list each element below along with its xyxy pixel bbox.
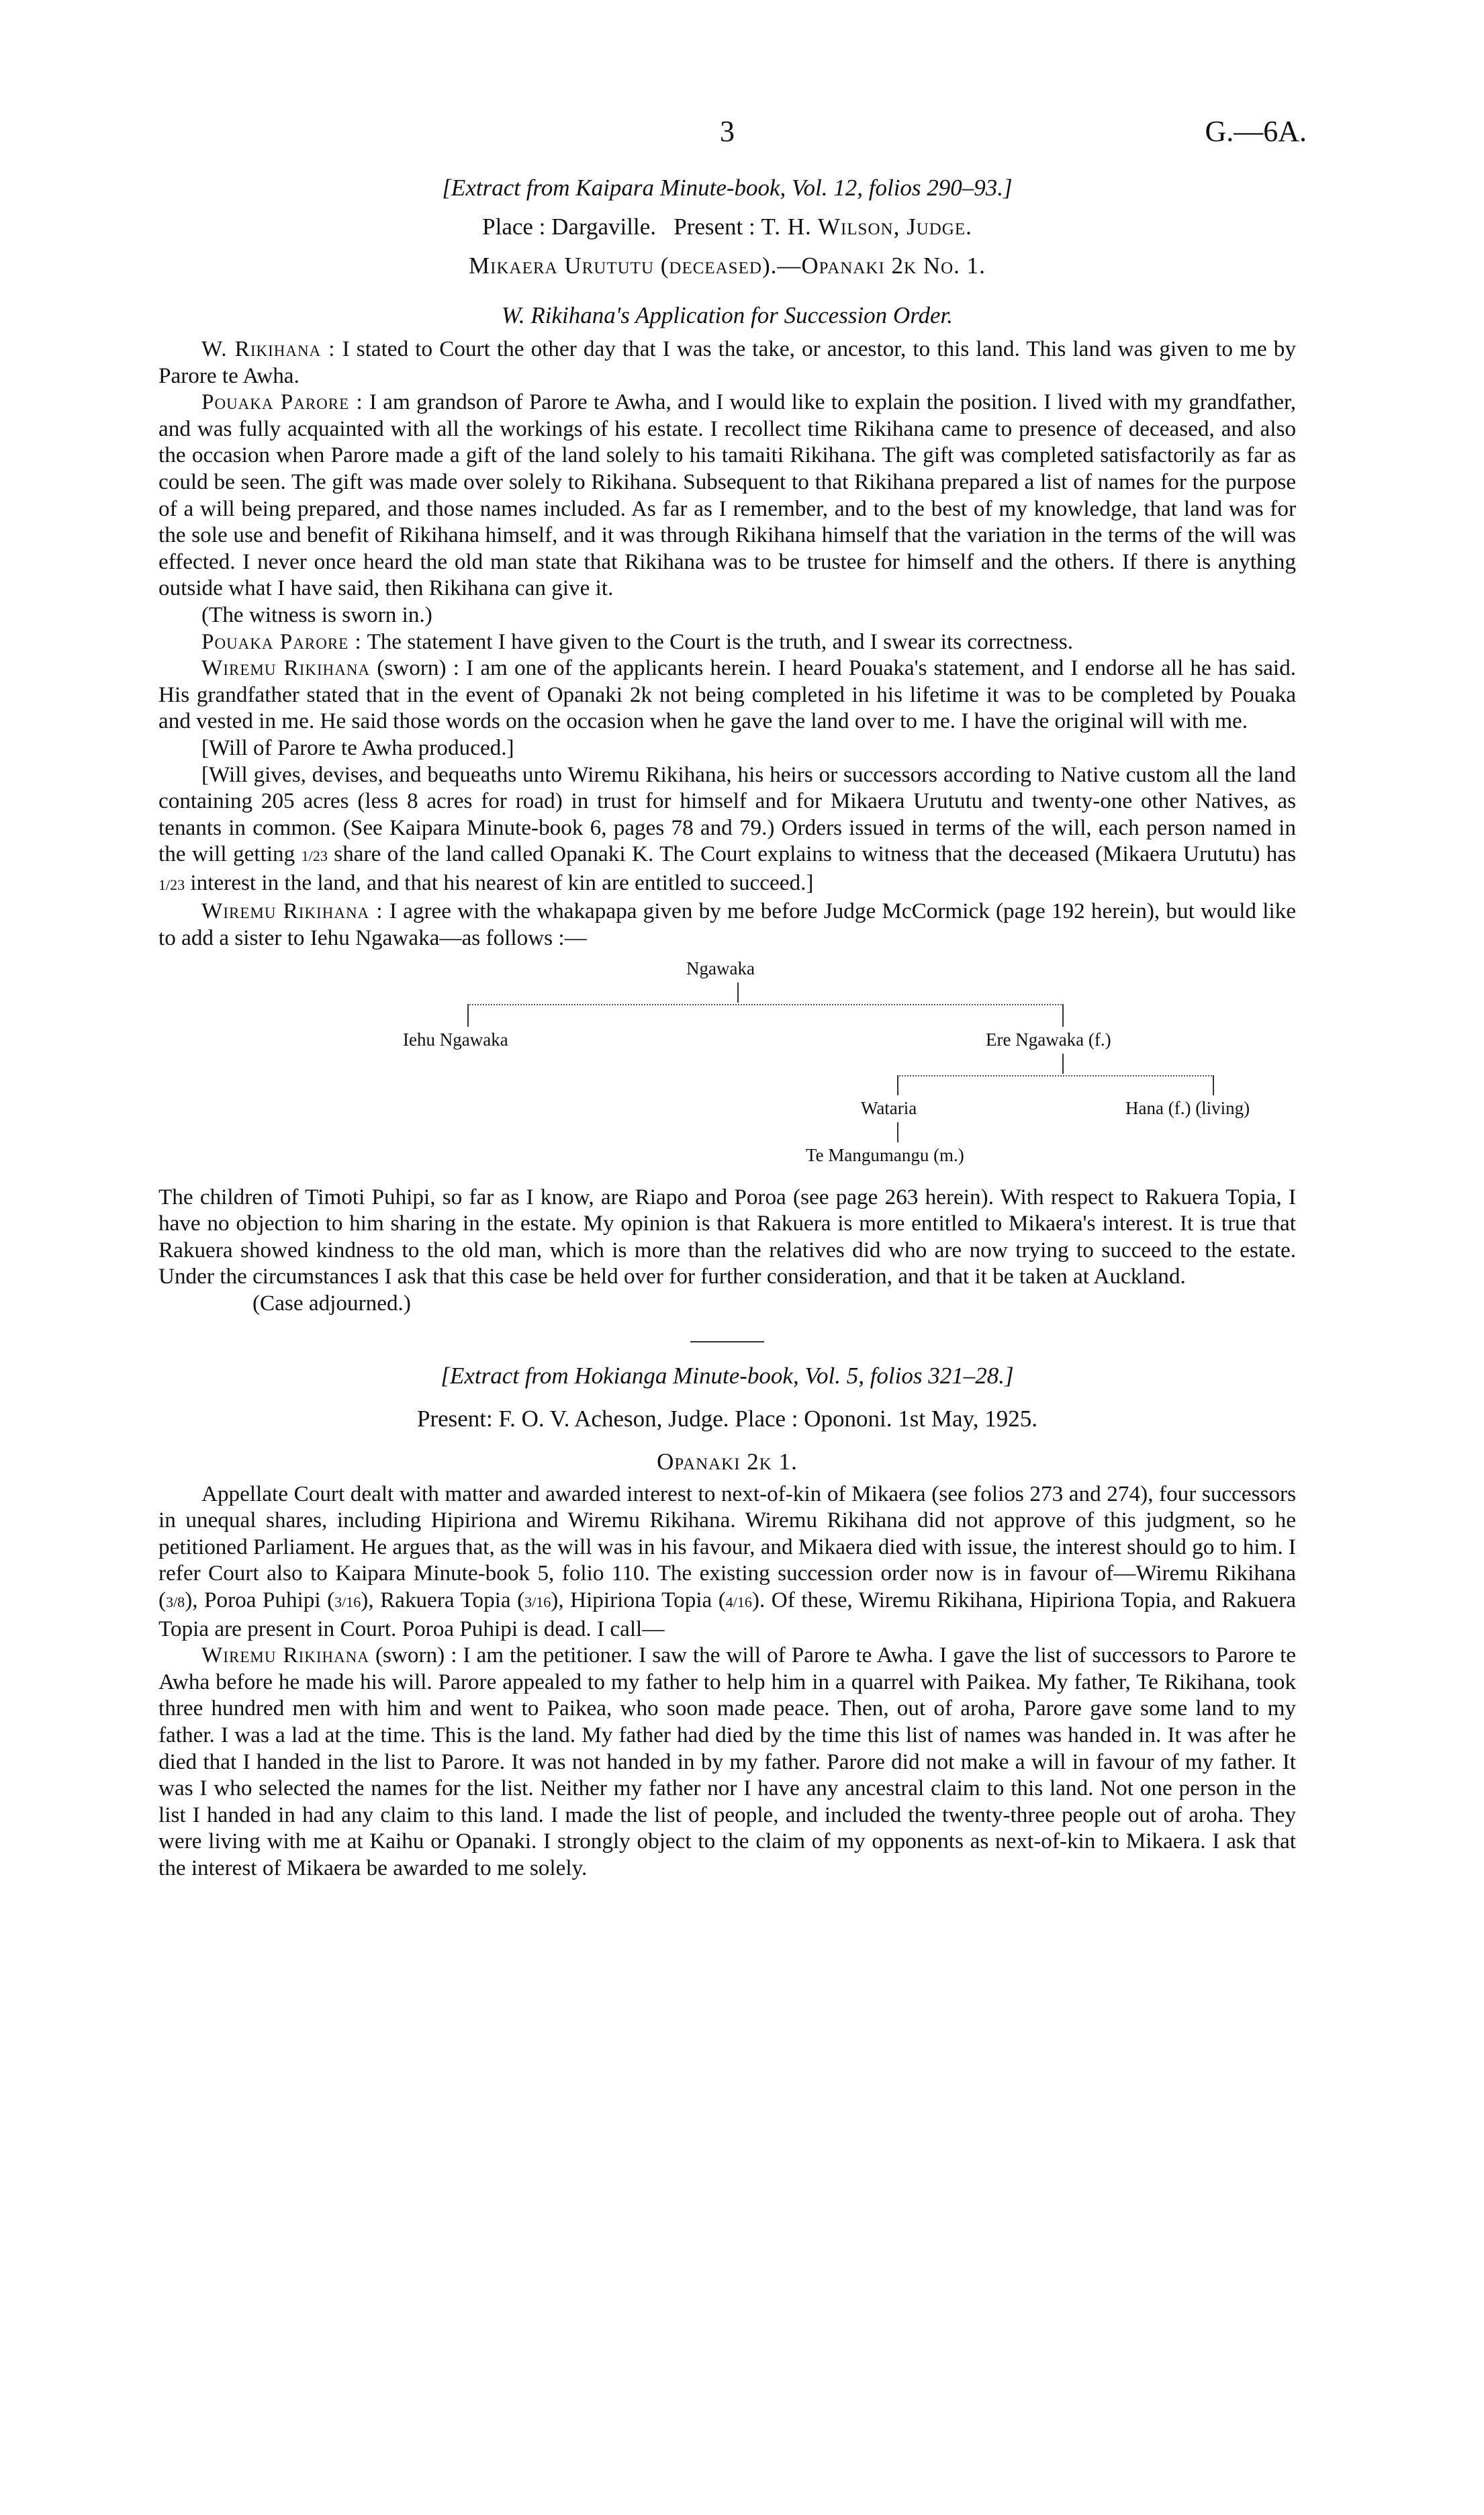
place-label: Place : — [482, 214, 546, 240]
paragraph-text: ), Poroa Puhipi ( — [185, 1588, 335, 1612]
document-reference: G.—6A. — [1205, 115, 1307, 148]
fraction: 3/16 — [524, 1594, 551, 1610]
tree-node-wataria: Wataria — [861, 1097, 917, 1118]
paragraph-text: I stated to Court the other day that I was the take, or ancestor, to this land. This land was given to me by Parore te Awha. — [158, 336, 1296, 388]
paragraph-text: I agree with the whakapapa given by me before Judge McCormick (page 192 herein), but would like to add a sister to Iehu Ngawaka—as follows :— — [158, 899, 1297, 951]
paragraph-pouaka-statement — [158, 389, 1296, 602]
tree-connector — [1213, 1075, 1214, 1095]
fraction: 1/23 — [301, 848, 328, 865]
paragraph-text: ), Rakuera Topia ( — [361, 1588, 525, 1612]
tree-connector — [897, 1122, 898, 1142]
place-value: Dargaville. — [551, 214, 656, 240]
paragraph-wiremu-sworn — [158, 655, 1296, 735]
paragraph-text: (sworn) : I am one of the applicants herein. I heard Pouaka's statement, and I endorse all he has said. His grandfather stated that in the event of Opanaki 2k not being completed in his lifetime it was to be completed by Pouaka and vested in me. He said those words on the occasion when he gave the land over to me. I have the original will with me. — [158, 655, 1297, 734]
paragraph-text: share of the land called Opanaki K. The Court explains to witness that the deceased (Mikaera Urututu) has — [334, 841, 1296, 867]
paragraph-whakapapa-intro — [158, 898, 1296, 951]
paragraph-witness-sworn: (The witness is sworn in.) — [201, 602, 432, 627]
speaker-name: Pouaka Parore : — [201, 629, 362, 654]
paragraph-pouaka-oath — [158, 629, 1296, 655]
paragraph-timoti-children: The children of Timoti Puhipi, so far as I know, are Riapo and Poroa (see page 263 herein). With respect to Rakuera Topia, I have no objection to him sharing in the estate. My opinion is that Rakuera is more entitled to Mikaera's interest. It is true that Rakuera showed kindness to the old man, which is more than the relatives did who are now trying to succeed to the estate. Under the circumstances I ask that this case be held over for further consideration, and that it be taken at Auckland. — [158, 1184, 1296, 1289]
fraction: 4/16 — [725, 1594, 752, 1610]
speaker-name: Wiremu Rikihana : — [201, 899, 383, 924]
page — [158, 114, 1307, 1882]
paragraph-text: The statement I have given to the Court is the truth, and I swear its correctness. — [367, 629, 1073, 654]
present-value: T. H. Wilson, Judge. — [761, 214, 972, 240]
case-title-1: Mikaera Urututu (deceased).—Opanaki 2k No. 1. — [469, 253, 986, 279]
tree-node-root: Ngawaka — [686, 958, 755, 978]
paragraph-will-produced: [Will of Parore te Awha produced.] — [201, 735, 514, 760]
tree-connector — [897, 1075, 1214, 1077]
extract-title-1: [Extract from Kaipara Minute-book, Vol. 12, folios 290–93.] — [442, 175, 1013, 201]
tree-connector — [467, 1004, 1064, 1005]
paragraph-will-summary — [158, 762, 1296, 899]
tree-node-iehu: Iehu Ngawaka — [403, 1029, 508, 1050]
paragraph-case-adjourned: (Case adjourned.) — [252, 1291, 411, 1316]
extract-title-2: [Extract from Hokianga Minute-book, Vol. 5, folios 321–28.] — [440, 1362, 1014, 1389]
paragraph-text: I am grandson of Parore te Awha, and I would like to explain the position. I lived with my grandfather, and was fully acquainted with all the workings of his estate. I recollect time Rikihana came to presence of deceased, and also the occasion when Parore made a gift of the land solely to his tamaiti Rikihana. The gift was completed satisfactorily as far as could be seen. The gift was made over solely to Rikihana. Subsequent to that Rikihana prepared a list of names for the purpose of a will being prepared, and those names included. As far as I remember, and to the best of my knowledge, that land was for the sole use and benefit of Rikihana himself, and it was through Rikihana himself that the variation in the terms of the will was effected. I never once heard the old man state that Rikihana was to be trustee for himself and the others. If there is anything outside what I have said, then Rikihana can give it. — [158, 390, 1297, 601]
present-line-2: Present: F. O. V. Acheson, Judge. Place : Opononi. 1st May, 1925. — [416, 1405, 1037, 1432]
paragraph-rikihana-statement — [158, 336, 1296, 389]
application-subtitle: W. Rikihana's Application for Succession Order. — [501, 302, 954, 328]
speaker-name: Wiremu Rikihana — [201, 1643, 369, 1668]
fraction: 3/8 — [166, 1594, 185, 1610]
genealogy-tree — [158, 956, 1296, 1184]
tree-node-ere: Ere Ngawaka (f.) — [986, 1029, 1111, 1050]
tree-node-te-mangumangu: Te Mangumangu (m.) — [806, 1144, 964, 1165]
paragraph-text: ). Of these, Wiremu Rikihana, Hipiriona Topia, and Rakuera Topia are present in Court. Poroa Puhipi is dead. I call— — [158, 1588, 1296, 1641]
fraction: 1/23 — [158, 876, 185, 893]
paragraph-appellate-court — [158, 1481, 1296, 1643]
tree-connector — [897, 1075, 898, 1095]
paragraph-text: interest in the land, and that his nearest of kin are entitled to succeed.] — [190, 870, 814, 895]
paragraph-text: (sworn) : I am the petitioner. I saw the will of Parore te Awha. I gave the list of successors to Parore te Awha before he made his will. Parore appealed to my father to help him in a quarrel with Paikea. My father, Te Rikihana, took three hundred men with him and went to Paikea, who soon made peace. Then, out of aroha, Parore gave some land to my father. I was a lad at the time. This is the land. My father had died by the time this list of names was handed in. It was after he died that I handed in the list to Parore. It was not handed in by my father. Parore did not make a will in favour of my father. It was I who selected the names for the list. Neither my father nor I have any ancestral claim to this land. Not one person in the list I handed in had any claim to this land. I made the list of people, and included the twenty-three people out of aroha. They were living with me at Kaihu or Opanaki. I strongly object to the claim of my opponents as next-of-kin to Mikaera. I ask that the interest of Mikaera be awarded to me solely. — [158, 1643, 1297, 1880]
paragraph-text: [Will gives, devises, and bequeaths unto Wiremu Rikihana, his heirs or successors according to Native custom all the land containing 205 acres (less 8 acres for road) in trust for himself and for Mikaera Urututu and twenty-one other Natives, as tenants in common. (See Kaipara Minute-book 6, pages 78 and 79.) Orders issued in terms of the will, each person named in the will getting — [158, 762, 1296, 867]
tree-connector — [737, 982, 739, 1003]
section-divider — [690, 1341, 764, 1342]
tree-connector — [1062, 1054, 1064, 1074]
present-label: Present : — [674, 214, 755, 240]
tree-connector — [1062, 1004, 1064, 1027]
paragraph-text: ), Hipiriona Topia ( — [551, 1588, 726, 1612]
page-header — [158, 114, 1307, 154]
fraction: 3/16 — [334, 1594, 361, 1610]
case-title-2: Opanaki 2k 1. — [657, 1448, 798, 1475]
speaker-name: Pouaka Parore : — [201, 390, 363, 415]
speaker-name: W. Rikihana : — [201, 336, 336, 361]
paragraph-wiremu-petitioner — [158, 1642, 1296, 1881]
speaker-name: Wiremu Rikihana — [201, 655, 371, 681]
tree-connector — [467, 1004, 469, 1027]
page-number: 3 — [720, 115, 735, 148]
paragraph-text: Appellate Court dealt with matter and awarded interest to next-of-kin of Mikaera (see folios 273 and 274), four successors in unequal shares, including Hipiriona and Wiremu Rikihana. Wiremu Rikihana did not approve of this judgment, so he petitioned Parliament. He argues that, as the will was in his favour, and Mikaera died with issue, the interest should go to him. I refer Court also to Kaipara Minute-book 5, folio 110. The existing succession order now is in favour of—Wiremu Rikihana ( — [158, 1481, 1296, 1612]
place-present-line — [158, 214, 1296, 240]
tree-node-hana: Hana (f.) (living) — [1125, 1097, 1250, 1118]
